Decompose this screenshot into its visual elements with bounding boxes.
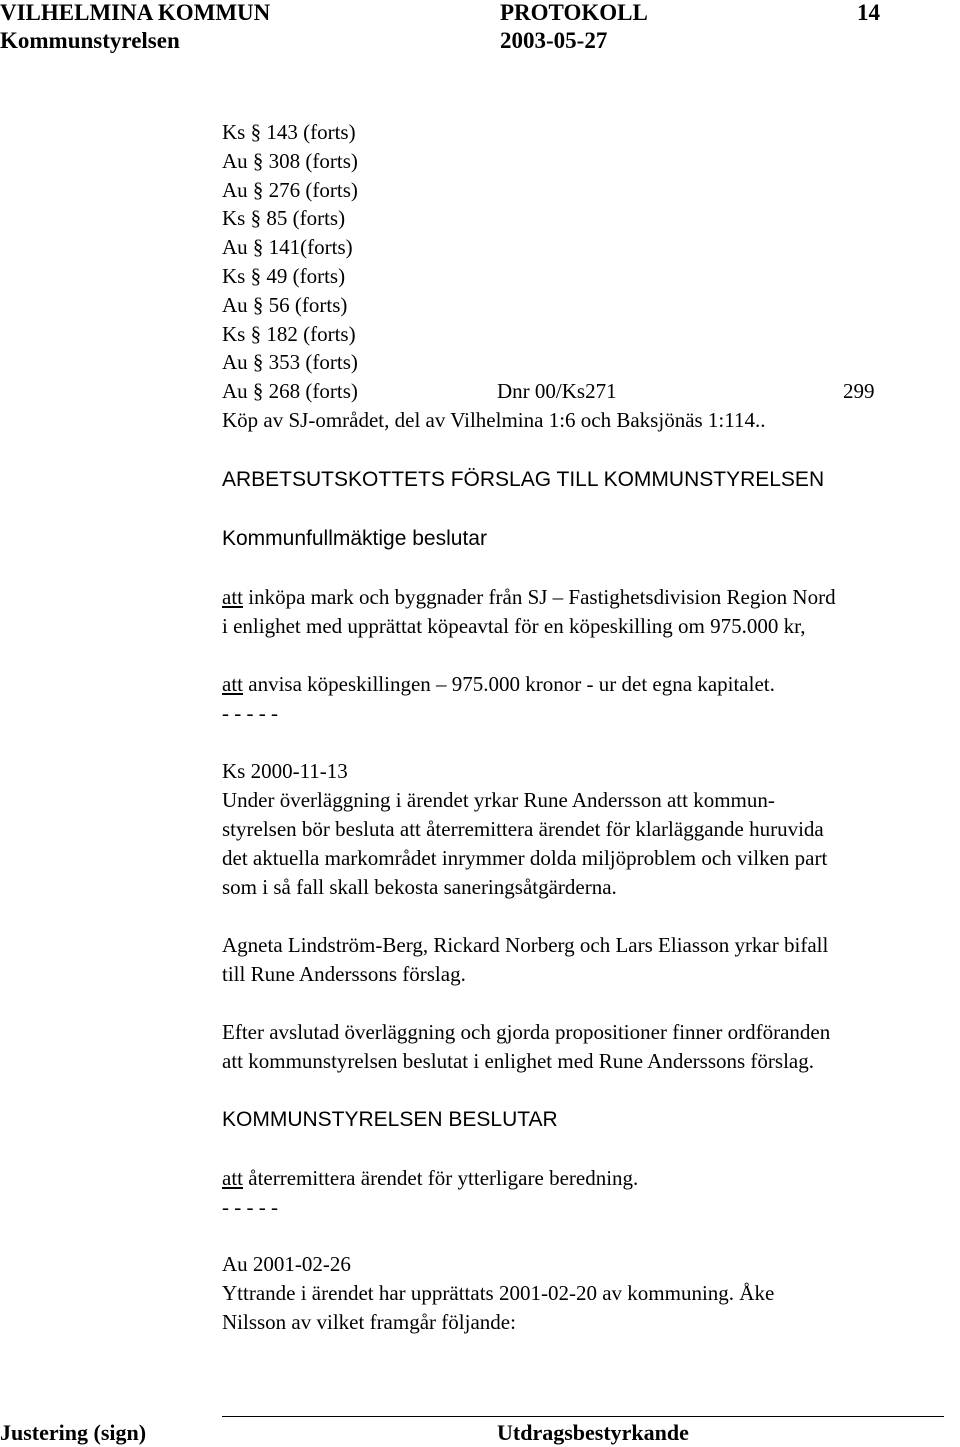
page-number: 14 <box>857 0 880 25</box>
reference-item: Ks § 49 (forts) <box>222 263 346 288</box>
reference-item: Au § 276 (forts) <box>222 177 358 202</box>
separator: - - - - - <box>222 1195 278 1219</box>
after-paragraph-line: Efter avslutad överläggning och gjorda propositioner finner ordföranden <box>222 1020 831 1044</box>
after-paragraph-line: att kommunstyrelsen beslutat i enlighet med Rune Anderssons förslag. <box>222 1049 814 1073</box>
utdrag-label: Utdragsbestyrkande <box>497 1420 689 1445</box>
reference-item: Au § 268 (forts) <box>222 379 358 404</box>
reference-item: Au § 141(forts) <box>222 235 353 260</box>
att-keyword: att <box>222 1166 243 1190</box>
ks-paragraph-line: som i så fall skall bekosta saneringsåtgärderna. <box>222 875 617 899</box>
ks-paragraph-line: det aktuella markområdet inrymmer dolda miljöproblem och vilken part <box>222 846 828 870</box>
au-paragraph-line: Nilsson av vilket framgår följande: <box>222 1310 516 1334</box>
signature-line <box>222 1416 944 1417</box>
att-clause-1-cont: i enlighet med upprättat köpeavtal för en köpeskilling om 975.000 kr, <box>222 614 806 638</box>
committee-name: Kommunstyrelsen <box>0 28 180 53</box>
au-paragraph-line: Yttrande i ärendet har upprättats 2001-02-20 av kommuning. Åke <box>222 1281 775 1305</box>
reference-item: Ks § 143 (forts) <box>222 120 356 144</box>
reference-item: Ks § 182 (forts) <box>222 321 356 346</box>
meeting-date: 2003-05-27 <box>500 28 608 53</box>
separator: - - - - - <box>222 701 278 725</box>
att-clause-text: anvisa köpeskillingen – 975.000 kronor - ur det egna kapitalet. <box>243 672 775 696</box>
reference-item: Ks § 85 (forts) <box>222 206 346 231</box>
proposal-heading: ARBETSUTSKOTTETS FÖRSLAG TILL KOMMUNSTYRELSEN <box>222 468 825 491</box>
case-number: 299 <box>843 379 875 403</box>
att-clause-text: återremittera ärendet för ytterligare beredning. <box>243 1166 639 1190</box>
att-clause-1 <box>222 583 836 612</box>
reference-item: Au § 56 (forts) <box>222 292 348 317</box>
reference-list <box>222 118 358 406</box>
case-title: Köp av SJ-området, del av Vilhelmina 1:6 och Baksjönäs 1:114.. <box>222 408 766 432</box>
support-paragraph-line: Agneta Lindström-Berg, Rickard Norberg och Lars Eliasson yrkar bifall <box>222 933 829 957</box>
att-clause-3 <box>222 1164 638 1193</box>
ks-date: Ks 2000-11-13 <box>222 759 348 783</box>
doc-type: PROTOKOLL <box>500 0 648 25</box>
att-clause-text: inköpa mark och byggnader från SJ – Fastighetsdivision Region Nord <box>243 585 836 609</box>
ks-paragraph-line: Under överläggning i ärendet yrkar Rune Andersson att kommun- <box>222 788 775 812</box>
decision-heading: KOMMUNSTYRELSEN BESLUTAR <box>222 1108 558 1131</box>
org-name: VILHELMINA KOMMUN <box>0 0 271 25</box>
att-keyword: att <box>222 585 243 609</box>
ks-paragraph-line: styrelsen bör besluta att återremittera ärendet för klarläggande huruvida <box>222 817 824 841</box>
diary-number: Dnr 00/Ks271 <box>497 379 617 403</box>
au-date: Au 2001-02-26 <box>222 1252 351 1276</box>
justering-label: Justering (sign) <box>0 1420 147 1445</box>
att-clause-2 <box>222 670 775 699</box>
reference-item: Au § 353 (forts) <box>222 350 358 375</box>
reference-item: Au § 308 (forts) <box>222 148 358 173</box>
council-decides: Kommunfullmäktige beslutar <box>222 527 487 550</box>
att-keyword: att <box>222 672 243 696</box>
support-paragraph-line: till Rune Anderssons förslag. <box>222 962 466 986</box>
